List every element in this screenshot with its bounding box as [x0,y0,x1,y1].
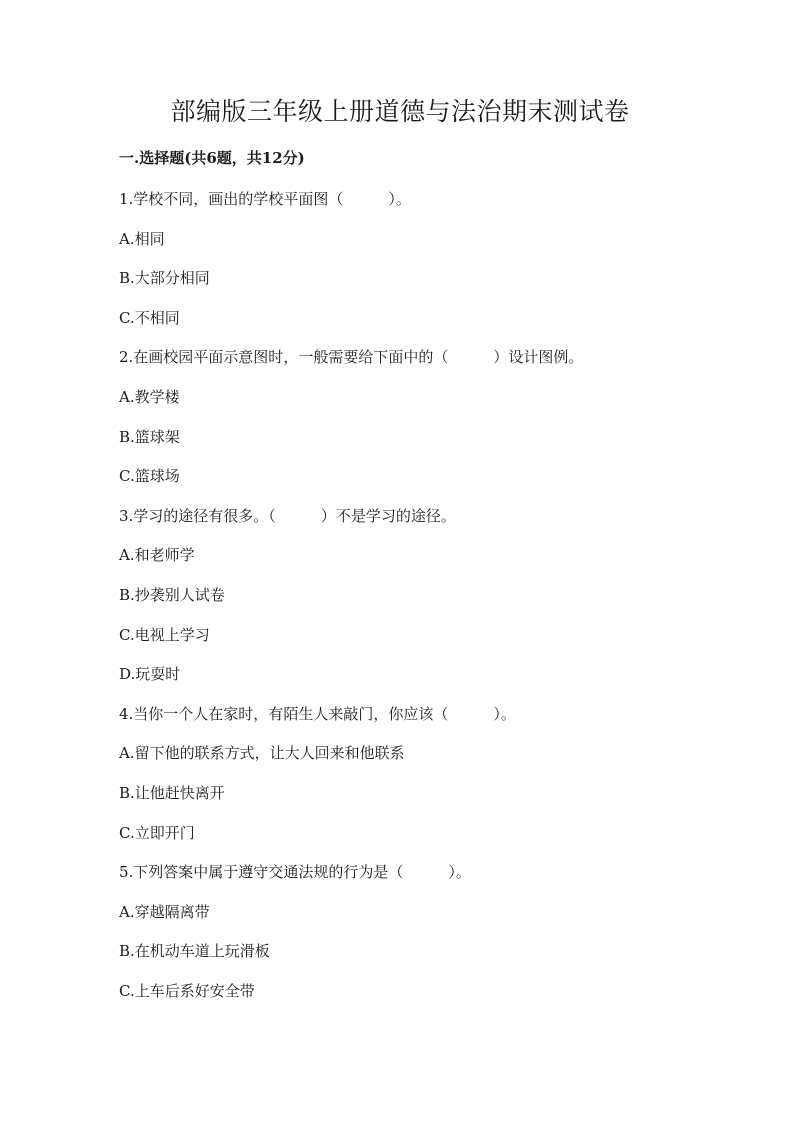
section-heading: 一.选择题(共6题，共12分) [119,149,305,167]
question-4-stem: 4.当你一个人在家时，有陌生人来敲门，你应该（ ）。 [119,705,516,723]
question-3-option-d: D.玩耍时 [119,665,181,683]
question-2-option-c: C.篮球场 [119,467,180,485]
question-5-option-b: B.在机动车道上玩滑板 [119,942,270,960]
question-5-stem: 5.下列答案中属于遵守交通法规的行为是（ ）。 [119,863,471,881]
question-4-option-b: B.让他赶快离开 [119,784,225,802]
question-1-option-c: C.不相同 [119,309,180,327]
question-4-option-c: C.立即开门 [119,824,195,842]
question-5-option-a: A.穿越隔离带 [119,903,210,921]
question-3-stem: 3.学习的途径有很多。（ ）不是学习的途径。 [119,507,456,525]
question-1-option-b: B.大部分相同 [119,269,210,287]
question-4-option-a: A.留下他的联系方式，让大人回来和他联系 [119,744,405,762]
question-2-stem: 2.在画校园平面示意图时，一般需要给下面中的（ ）设计图例。 [119,348,584,366]
question-3-option-c: C.电视上学习 [119,626,210,644]
question-1-stem: 1.学校不同，画出的学校平面图（ ）。 [119,190,411,208]
question-2-option-a: A.教学楼 [119,388,180,406]
question-1-option-a: A.相同 [119,230,165,248]
question-5-option-c: C.上车后系好安全带 [119,982,255,1000]
question-3-option-b: B.抄袭别人试卷 [119,586,225,604]
question-3-option-a: A.和老师学 [119,546,195,564]
exam-title: 部编版三年级上册道德与法治期末测试卷 [170,97,630,126]
question-2-option-b: B.篮球架 [119,428,180,446]
